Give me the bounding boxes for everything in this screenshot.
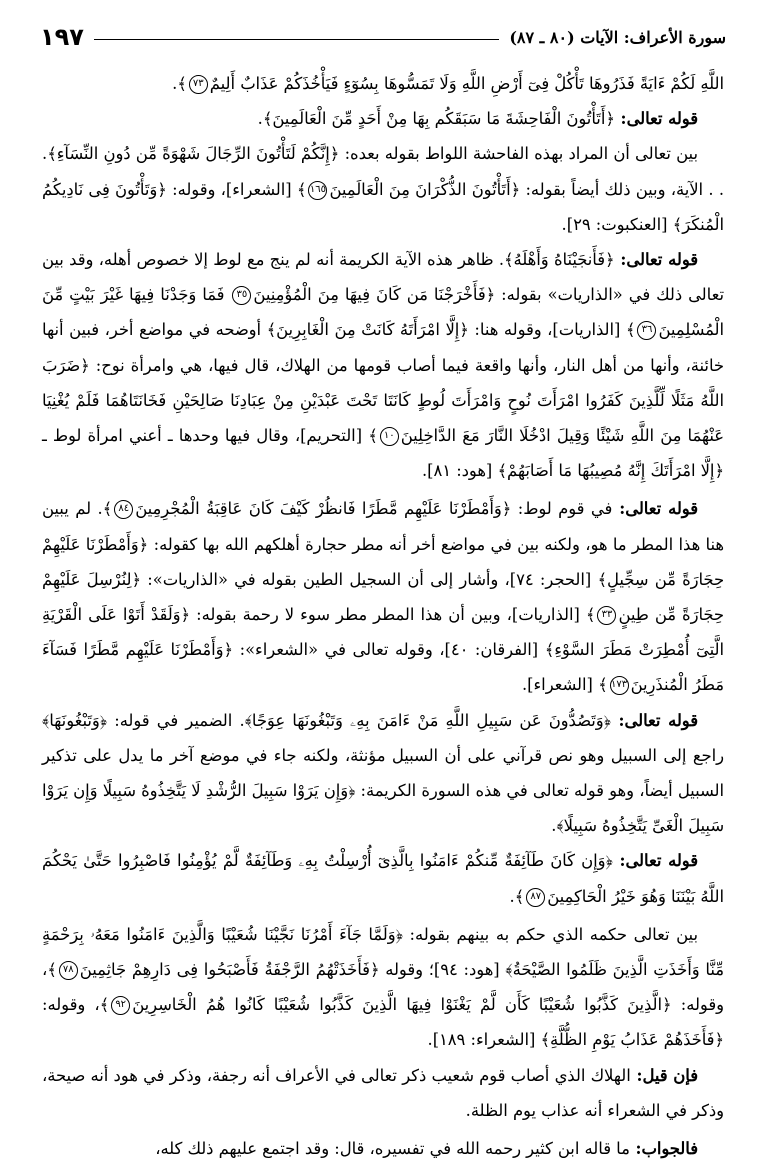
quran-quote: ﴿إِلَّا امْرَأَتَكَ إِنَّهُ مُصِيبُهَا مَا أَصَابَهُمْ﴾ — [497, 461, 724, 481]
page-number: ١٩٧ — [40, 23, 84, 51]
body-text: . — [551, 816, 557, 836]
ayah-number-marker: ١٦٥ — [308, 181, 327, 200]
quran-quote: ﴿فَأَخْرَجْنَا مَن كَانَ فِيهَا مِنَ الْمُؤْمِنِينَ — [253, 285, 496, 305]
body-text: ﴾ [الشعراء]، وقوله: — [166, 179, 307, 199]
body-text: . ظاهر هذه الآية الكريمة أنه لم ينج مع لوط إلا خصوص أهله، وقد بين تعالى ذلك في «الذاريات» بقوله: — [42, 250, 724, 305]
paragraph — [42, 101, 724, 136]
quran-quote: ﴿وَأَمْطَرْنَا عَلَيْهِم مَّطَرًا فَسَآءَ مَطَرُ الْمُنذَرِينَ — [42, 640, 724, 695]
body-text: راجع إلى السبيل وهو نص قرآني على أن السبيل مؤنثة، ولكنه جاء في موضع آخر ما يدل على تذكير السبيل أيضاً، وهو قوله تعالى في هذه السورة الكريمة: — [42, 745, 724, 801]
body-text: [العنكبوت: ٢٩]. — [561, 214, 673, 234]
body-text: ﴾. لم يبين هنا هذا المطر ما هو، ولكنه بين في مواضع أخر أنه مطر حجارة أهلكهم الله بها كقوله: — [42, 499, 725, 554]
quran-quote: ﴿وَتَأْتُونَ فِى نَادِيكُمُ الْمُنكَرَ﴾ — [42, 179, 724, 234]
ayah-number-marker: ٧٣ — [189, 75, 208, 94]
body-text: ما قاله ابن كثير رحمه الله في تفسيره، قال: وقد اجتمع عليهم ذلك كله، — [155, 1139, 630, 1159]
quran-quote: ﴿وَلَقَدْ أَتَوْا عَلَى الْقَرْيَةِ الَّتِىٓ أُمْطِرَتْ مَطَرَ السَّوْءِ﴾ — [42, 605, 724, 660]
body-text: [الفرقان: ٤٠]، وقوله تعالى في «الشعراء»: — [233, 640, 545, 660]
body-text: . . . الآية، وبين ذلك أيضاً بقوله: — [42, 144, 724, 199]
body-text: ﴾ [الذاريات]، وقوله هنا: — [468, 320, 636, 340]
quran-quote: ﴿فَأَخَذَهُمْ عَذَابُ يَوْمِ الظُّلَّةِ﴾ — [540, 1030, 724, 1050]
paragraph — [42, 242, 724, 488]
paragraph — [42, 1131, 724, 1166]
ayah-number-marker: ٣٥ — [232, 286, 251, 305]
section-label: قوله تعالى: — [610, 710, 699, 730]
quran-quote: ﴿إِلَّا امْرَأَتَهُ كَانَتْ مِنَ الْغَابِرِينَ﴾ — [266, 320, 469, 340]
quran-quote: ﴿فَأَخَذَتْهُمُ الرَّجْفَةُ فَأَصْبَحُوا فِى دَارِهِمْ جَاثِمِينَ — [79, 960, 380, 980]
quran-quote: ﴿وَأَمْطَرْنَا عَلَيْهِمْ حِجَارَةً مِّن سِجِّيلٍ﴾ — [42, 534, 725, 589]
quran-quote: ﴿إِنَّكُمْ لَتَأْتُونَ الرِّجَالَ شَهْوَةً مِّن دُونِ النِّسَآءِ﴾ — [47, 144, 340, 164]
quran-quote: فَمَا وَجَدْنَا فِيهَا غَيْرَ بَيْتٍ مِّنَ الْمُسْلِمِينَ — [42, 285, 724, 340]
ayah-number-marker: ١٧٣ — [610, 676, 629, 695]
page-header — [40, 22, 726, 52]
ayah-number-marker: ٣٦ — [637, 321, 656, 340]
body-text: [هود: ٩٤]؛ وقوله — [379, 960, 506, 980]
body-text: [هود: ٨١]. — [421, 461, 498, 481]
body-text: الهلاك الذي أصاب قوم شعيب ذكر تعالى في الأعراف أنه رجفة، وذكر في هود أنه صيحة، وذكر في الشعراء أنه عذاب يوم الظلة. — [42, 1065, 724, 1120]
body-text: ﴾ [الذاريات]، وبين أن هذا المطر مطر سوء لا رحمة بقوله: — [190, 605, 596, 625]
section-label: قوله تعالى: — [614, 250, 699, 270]
section-label: قوله تعالى: — [614, 109, 698, 129]
body-text: ﴾، وقوله: — [42, 960, 724, 1015]
quran-quote: ﴿وَإِن كَانَ طَآئِفَةٌ مِّنكُمْ ءَامَنُوا بِالَّذِىٓ أُرْسِلْتُ بِهِۦ وَطَآئِفَةٌ لَّمْ يُؤْمِنُوا فَاصْبِرُوا حَتَّىٰ يَحْكُمَ اللَّهُ بَيْنَنَا وَهُوَ خَيْرُ الْحَاكِمِينَ — [42, 851, 724, 906]
quran-quote: ﴿أَتَأْتُونَ الذُّكْرَانَ مِنَ الْعَالَمِينَ — [329, 179, 521, 199]
paragraph — [42, 136, 724, 242]
paragraph — [42, 66, 724, 101]
section-label: قوله تعالى: — [612, 851, 699, 871]
paragraph — [42, 703, 724, 844]
section-label: فإن قيل: — [630, 1065, 698, 1085]
quran-quote: ﴿أَتَأْتُونَ الْفَاحِشَةَ مَا سَبَقَكُم بِهَا مِنْ أَحَدٍ مِّنَ الْعَالَمِينَ﴾ — [262, 109, 615, 129]
section-label: قوله تعالى: — [612, 499, 698, 519]
body-text: ﴾. — [509, 886, 525, 906]
ayah-number-marker: ٨٧ — [526, 888, 545, 907]
running-head: سورة الأعراف: الآيات (٨٠ ـ ٨٧) — [509, 27, 726, 47]
body-text: . الضمير في قوله: — [107, 710, 245, 730]
paragraph — [42, 1058, 724, 1128]
paragraph — [42, 917, 724, 1058]
page-body — [42, 66, 725, 1159]
ayah-number-marker: ١٠ — [380, 427, 399, 446]
body-text: ﴾ [التحريم]، وقال فيها وحدها ـ أعني امرأة لوط ـ — [42, 426, 378, 446]
header-rule — [94, 39, 499, 40]
ayah-number-marker: ٩٢ — [111, 996, 130, 1015]
section-label: فالجواب: — [629, 1139, 698, 1159]
quran-quote: ﴿فَأَنجَيْنَاهُ وَأَهْلَهُ﴾ — [504, 250, 615, 270]
body-text: بين تعالى أن المراد بهذه الفاحشة اللواط بقوله بعده: — [339, 144, 698, 164]
body-text: ﴾ [الشعراء]. — [521, 675, 608, 695]
quran-quote: ﴿الَّذِينَ كَذَّبُوا شُعَيْبًا كَأَن لَّمْ يَغْنَوْا فِيهَا الَّذِينَ كَذَّبُوا شُعَيْبًا كَانُوا هُمُ الْخَاسِرِينَ — [132, 995, 672, 1015]
quran-quote: ﴿وَتَصُدُّونَ عَن سَبِيلِ اللَّهِ مَنْ ءَامَنَ بِهِۦ وَتَبْغُونَهَا عِوَجًا﴾ — [244, 710, 611, 730]
body-text: في قوم لوط: — [511, 499, 613, 519]
body-text: ﴾. — [172, 74, 187, 93]
quran-quote: اللَّهِ لَكُمْ ءَايَةً فَذَرُوهَا تَأْكُلْ فِىٓ أَرْضِ اللَّهِ وَلَا تَمَسُّوهَا بِسُوٓءٍ فَيَأْخُذَكُمْ عَذَابٌ أَلِيمٌ — [209, 74, 724, 93]
body-text: أوضحه في مواضع أخر، فبين أنها خائنة، وأنها من أهل النار، وأنها واقعة فيما أصاب قومها من الهلاك، قال فيها، هي وامرأة نوح: — [42, 320, 724, 375]
quran-quote: ﴿وَأَمْطَرْنَا عَلَيْهِم مَّطَرًا فَانظُرْ كَيْفَ كَانَ عَاقِبَةُ الْمُجْرِمِينَ — [135, 499, 512, 519]
quran-quote: ﴿ضَرَبَ اللَّهُ مَثَلًا لِّلَّذِينَ كَفَرُوا امْرَأَتَ نُوحٍ وَامْرَأَتَ لُوطٍ كَانَتَا تَحْتَ عَبْدَيْنِ مِنْ عِبَادِنَا صَالِحَيْنِ فَخَانَتَاهُمَا فَلَمْ يُغْنِيَا عَنْهُمَا مِنَ اللَّهِ شَيْئًا وَقِيلَ ادْخُلَا النَّارَ مَعَ الدَّاخِلِينَ — [42, 355, 725, 446]
body-text: [الشعراء: ١٨٩]. — [427, 1030, 541, 1050]
quran-quote: ﴿لِنُرْسِلَ عَلَيْهِمْ حِجَارَةً مِّن طِينٍ — [42, 569, 724, 625]
paragraph — [42, 491, 724, 702]
ayah-number-marker: ٧٨ — [59, 961, 78, 980]
body-text: بين تعالى حكمه الذي حكم به بينهم بقوله: — [402, 924, 698, 944]
quran-quote: ﴿وَلَمَّا جَآءَ أَمْرُنَا نَجَّيْنَا شُعَيْبًا وَالَّذِينَ ءَامَنُوا مَعَهُۥ بِرَحْمَةٍ مِّنَّا وَأَخَذَتِ الَّذِينَ ظَلَمُوا الصَّيْحَةُ﴾ — [42, 924, 724, 980]
quran-quote: ﴿وَتَبْغُونَهَا﴾ — [42, 710, 107, 730]
body-text: . — [257, 109, 263, 129]
body-text: [الحجر: ٧٤]، وأشار إلى أن السجيل الطين بقوله في «الذاريات»: — [141, 569, 598, 589]
body-text: ﴾، وقوله: — [42, 995, 110, 1015]
ayah-number-marker: ٣٣ — [597, 606, 616, 625]
ayah-number-marker: ٨٤ — [114, 500, 133, 519]
quran-quote: ﴿وَإِن يَرَوْا سَبِيلَ الرُّشْدِ لَا يَتَّخِذُوهُ سَبِيلًا وَإِن يَرَوْا سَبِيلَ الْغَىِّ يَتَّخِذُوهُ سَبِيلًا﴾ — [42, 781, 724, 836]
paragraph — [42, 843, 724, 913]
